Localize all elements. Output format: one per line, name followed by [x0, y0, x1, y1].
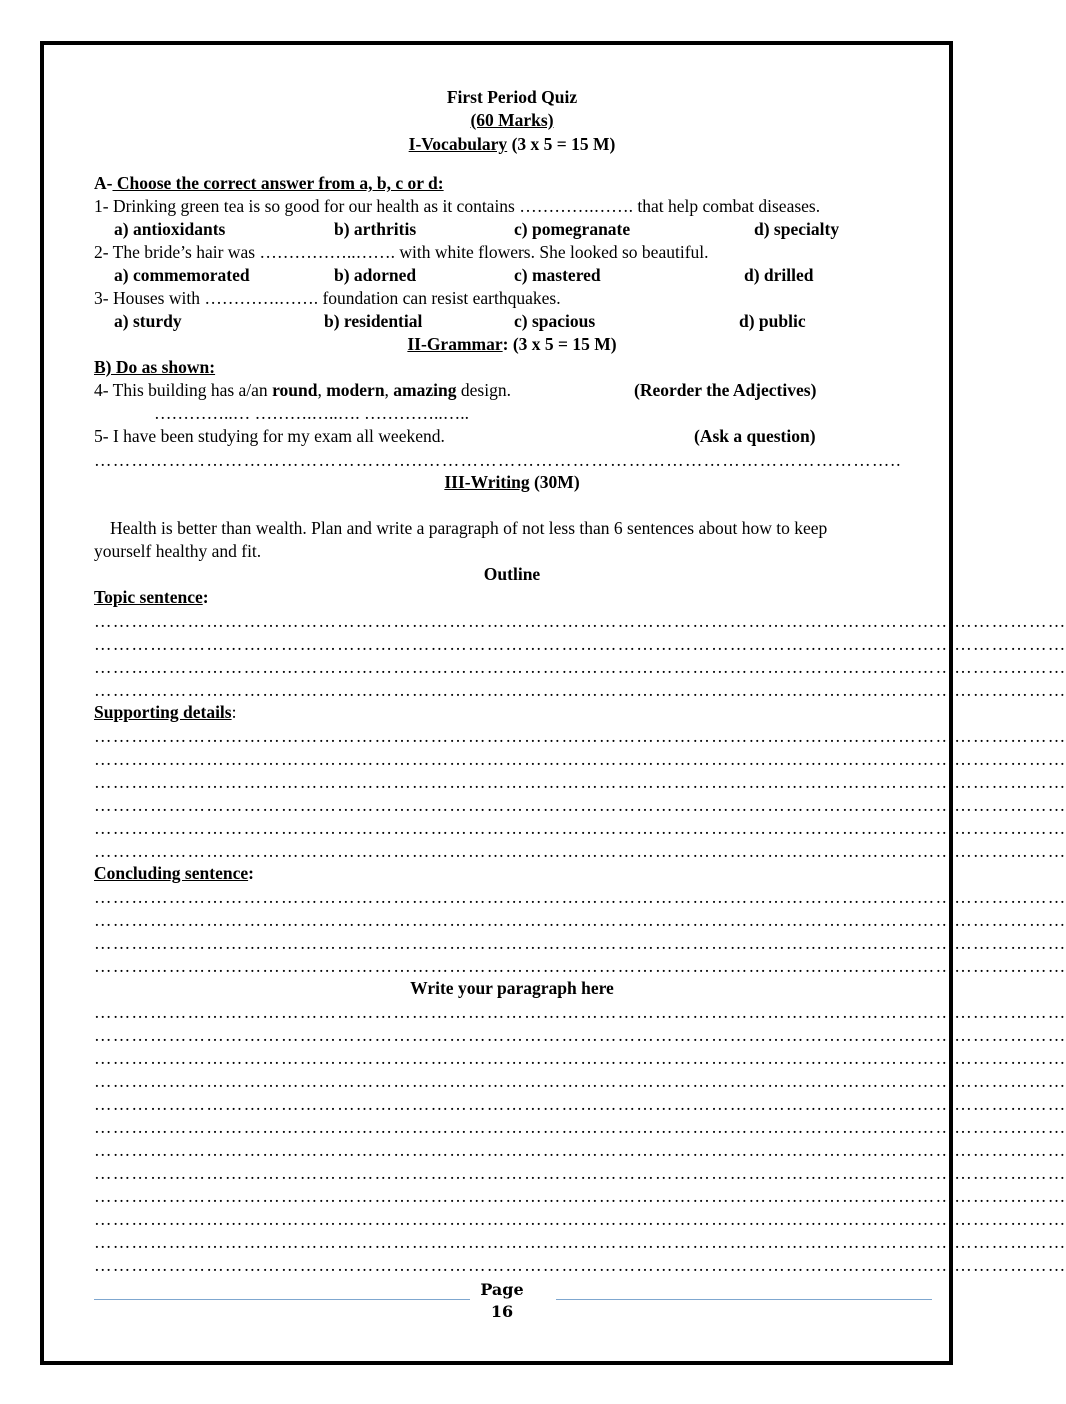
page-label: Page	[480, 1280, 524, 1299]
vocabulary-heading: I-Vocabulary (3 x 5 = 15 M)	[408, 134, 616, 154]
paragraph-line: …………………………………………………………………………………………………………………………………………	[94, 1048, 1066, 1068]
topic-sentence-label: Topic sentence:	[94, 587, 209, 607]
topic-line: …………………………………………………………………………………………………………………………………………	[94, 611, 1066, 631]
q3-option-d: d) public	[739, 311, 806, 331]
supporting-line: …………………………………………………………………………………………………………………………………………	[94, 818, 1066, 838]
q1-option-b: b) arthritis	[334, 219, 417, 239]
concluding-line: …………………………………………………………………………………………………………………………………………	[94, 887, 1066, 907]
paragraph-line: …………………………………………………………………………………………………………………………………………	[94, 1232, 1066, 1252]
q2-option-c: c) mastered	[514, 265, 601, 285]
concluding-line: …………………………………………………………………………………………………………………………………………	[94, 933, 1066, 953]
footer-rule-left	[94, 1299, 470, 1300]
q4-answer-blanks: …………..… ……….…..…. …………..…..	[154, 403, 469, 423]
paragraph-line: …………………………………………………………………………………………………………………………………………	[94, 1186, 1066, 1206]
paragraph-title: Write your paragraph here	[410, 978, 614, 998]
q1-option-c: c) pomegranate	[514, 219, 631, 239]
q2-option-a: a) commemorated	[114, 265, 250, 285]
question-2: 2- The bride’s hair was ……………..……. with white flowers. She looked so beautiful.	[94, 242, 709, 262]
q1-option-a: a) antioxidants	[114, 219, 226, 239]
quiz-title: First Period Quiz	[446, 87, 578, 107]
paragraph-line: …………………………………………………………………………………………………………………………………………	[94, 1255, 1066, 1275]
concluding-line: …………………………………………………………………………………………………………………………………………	[94, 956, 1066, 976]
topic-line: …………………………………………………………………………………………………………………………………………	[94, 634, 1066, 654]
outline-title: Outline	[483, 564, 541, 584]
supporting-line: …………………………………………………………………………………………………………………………………………	[94, 749, 1066, 769]
supporting-line: …………………………………………………………………………………………………………………………………………	[94, 726, 1066, 746]
q5-instruction: (Ask a question)	[694, 426, 816, 446]
q3-option-a: a) sturdy	[114, 311, 182, 331]
supporting-line: …………………………………………………………………………………………………………………………………………	[94, 795, 1066, 815]
paragraph-line: …………………………………………………………………………………………………………………………………………	[94, 1209, 1066, 1229]
paragraph-line: …………………………………………………………………………………………………………………………………………	[94, 1002, 1066, 1022]
q4-instruction: (Reorder the Adjectives)	[634, 380, 817, 400]
supporting-details-label: Supporting details:	[94, 702, 237, 722]
supporting-line: …………………………………………………………………………………………………………………………………………	[94, 841, 1066, 861]
page-number: 16	[490, 1302, 514, 1321]
writing-heading: III-Writing (30M)	[444, 472, 580, 492]
question-4: 4- This building has a/an round, modern, amazing design.	[94, 380, 511, 400]
concluding-sentence-label: Concluding sentence:	[94, 863, 254, 883]
grammar-instruction: B) Do as shown:	[94, 357, 216, 377]
paragraph-line: …………………………………………………………………………………………………………………………………………	[94, 1163, 1066, 1183]
writing-prompt-line-2: yourself healthy and fit.	[94, 541, 262, 561]
question-1: 1- Drinking green tea is so good for our health as it contains ………….……. that help combat diseases.	[94, 196, 821, 216]
topic-line: …………………………………………………………………………………………………………………………………………	[94, 657, 1066, 677]
q2-option-d: d) drilled	[744, 265, 814, 285]
paragraph-line: …………………………………………………………………………………………………………………………………………	[94, 1071, 1066, 1091]
q5-answer-line: ……………………………………………..…………………………………………………………………..	[94, 450, 902, 470]
q1-option-d: d) specialty	[754, 219, 840, 239]
total-marks: (60 Marks)	[470, 110, 554, 130]
paragraph-line: …………………………………………………………………………………………………………………………………………	[94, 1025, 1066, 1045]
topic-line: …………………………………………………………………………………………………………………………………………	[94, 680, 1066, 700]
grammar-heading: II-Grammar: (3 x 5 = 15 M)	[407, 334, 617, 354]
paragraph-line: …………………………………………………………………………………………………………………………………………	[94, 1117, 1066, 1137]
section-a-instruction: A- Choose the correct answer from a, b, c or d:	[94, 173, 444, 193]
question-5: 5- I have been studying for my exam all weekend.	[94, 426, 445, 446]
paragraph-line: …………………………………………………………………………………………………………………………………………	[94, 1094, 1066, 1114]
q3-option-b: b) residential	[324, 311, 423, 331]
concluding-line: …………………………………………………………………………………………………………………………………………	[94, 910, 1066, 930]
writing-prompt-line-1: Health is better than wealth. Plan and write a paragraph of not less than 6 sentences about how to keep	[110, 518, 828, 538]
question-3: 3- Houses with ………….……. foundation can resist earthquakes.	[94, 288, 561, 308]
supporting-line: …………………………………………………………………………………………………………………………………………	[94, 772, 1066, 792]
q2-option-b: b) adorned	[334, 265, 417, 285]
q3-option-c: c) spacious	[514, 311, 596, 331]
footer-rule-right	[556, 1299, 932, 1300]
paragraph-line: …………………………………………………………………………………………………………………………………………	[94, 1140, 1066, 1160]
